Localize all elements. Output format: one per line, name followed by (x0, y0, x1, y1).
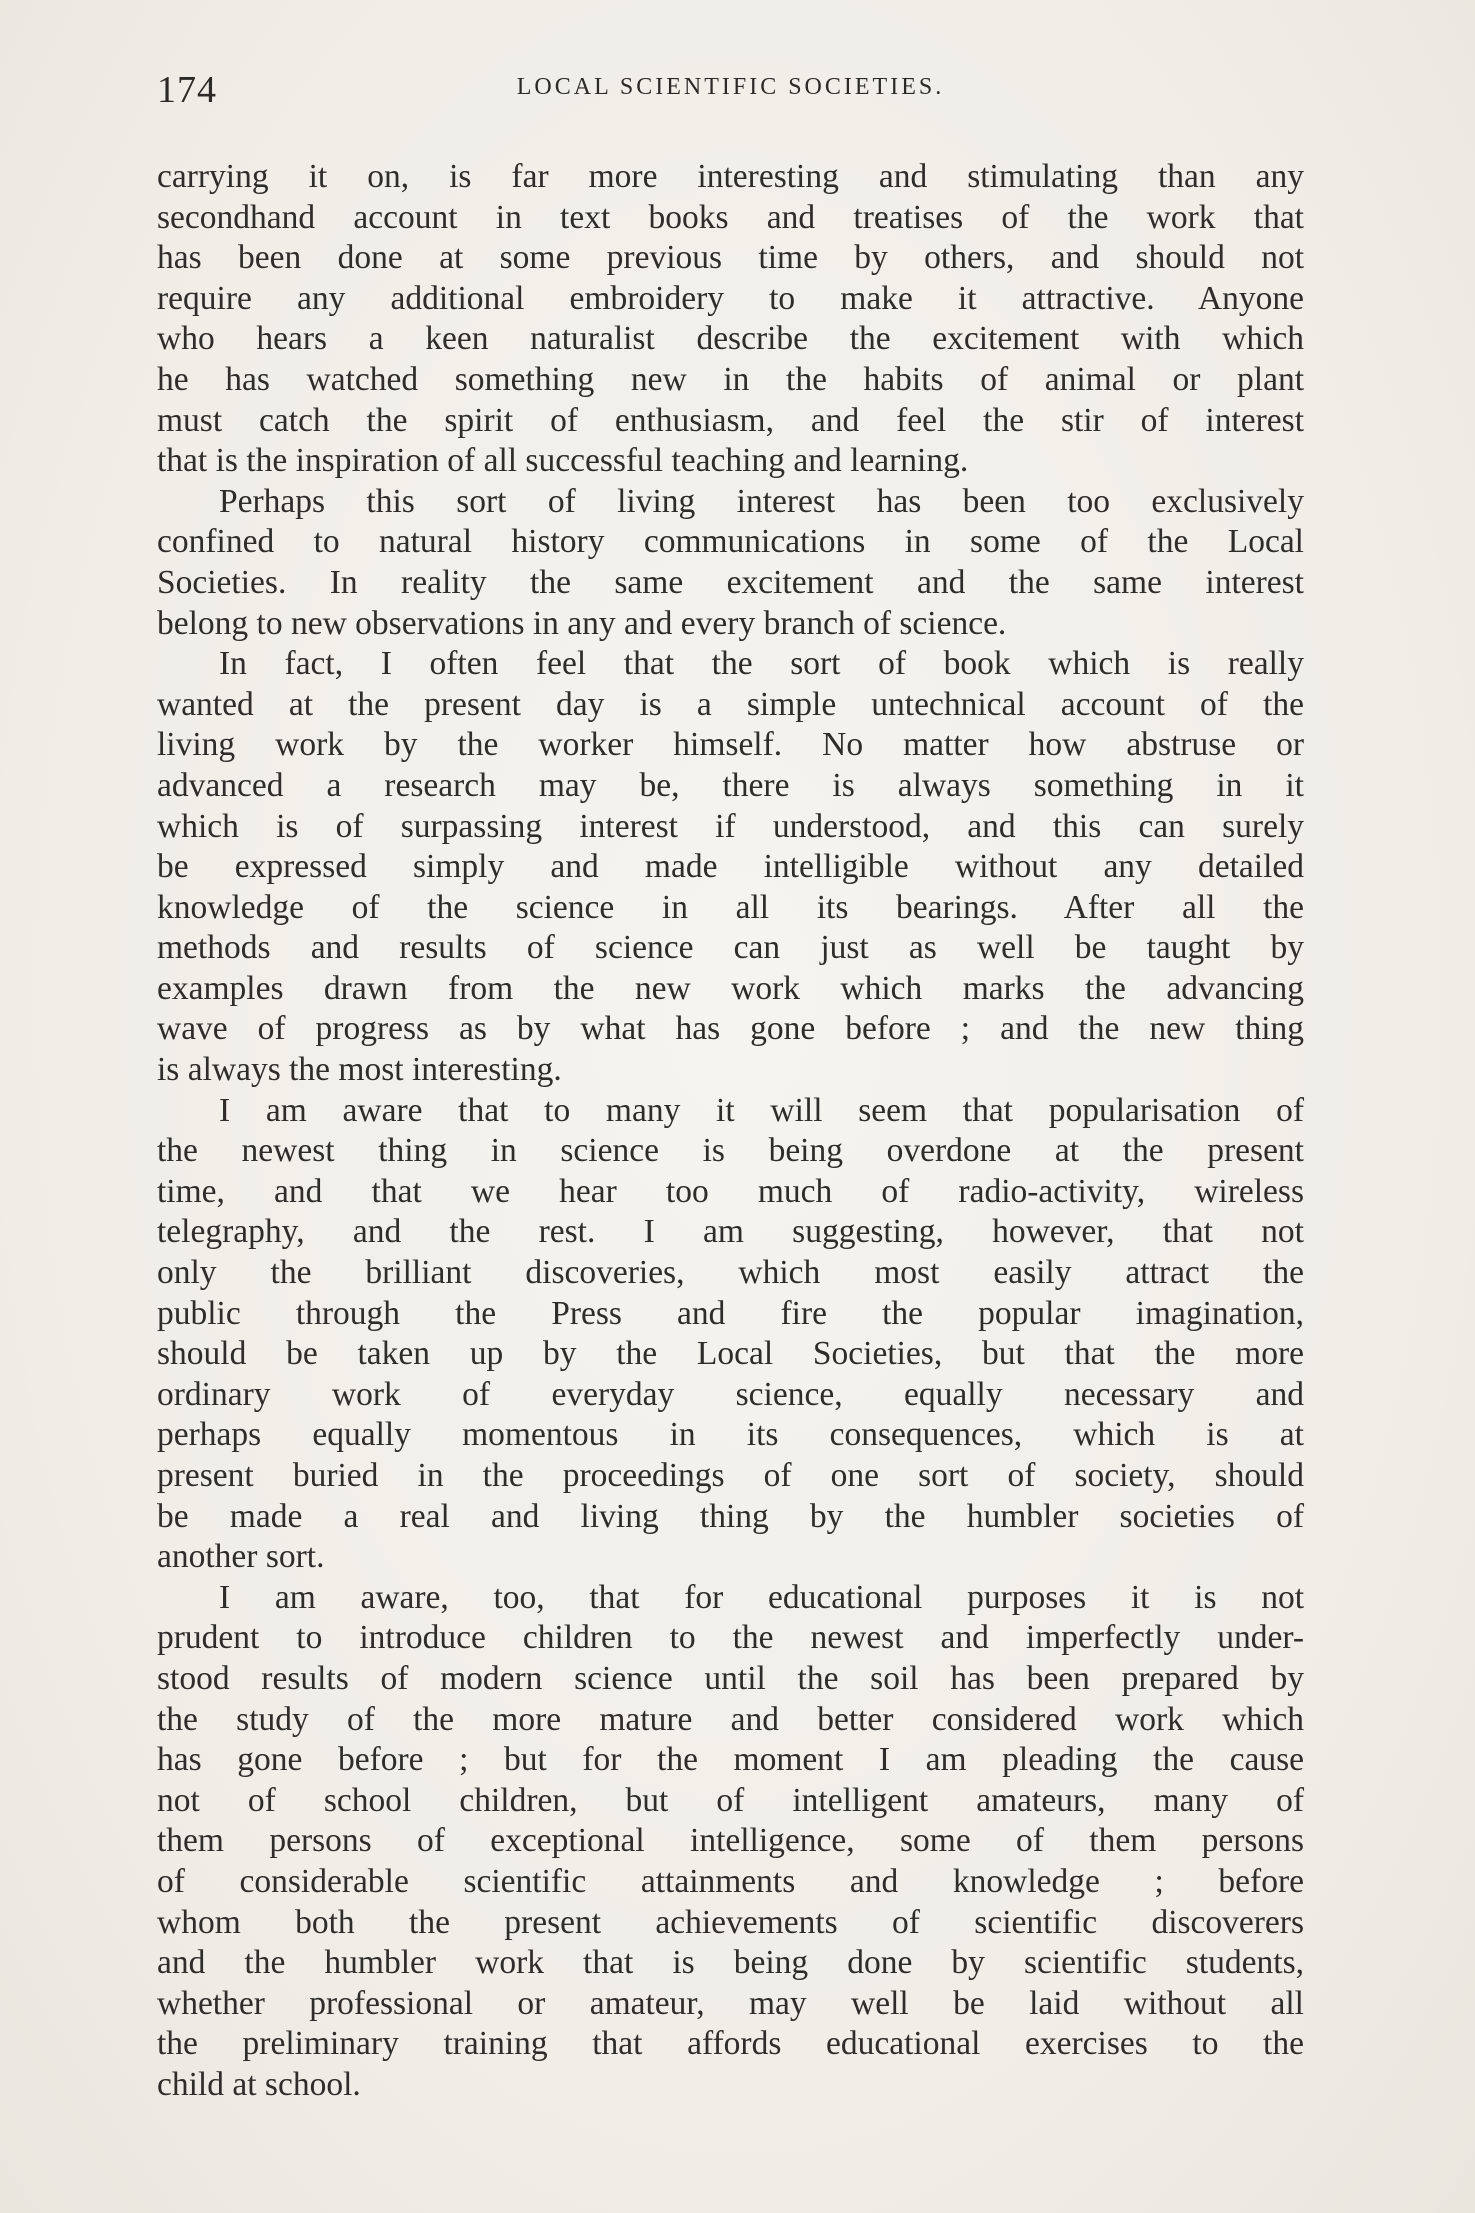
text-line: public through the Press and fire the popular imagination, (157, 1294, 1304, 1332)
text-line: time, and that we hear too much of radio-activity, wireless (157, 1172, 1304, 1210)
text-line: confined to natural history communications in some of the Local (157, 523, 1304, 561)
text-line: wave of progress as by what has gone before ; and the new thing (157, 1010, 1304, 1048)
text-line: the study of the more mature and better considered work which (157, 1700, 1304, 1738)
text-line: which is of surpassing interest if understood, and this can surely (157, 807, 1304, 845)
text-line: should be taken up by the Local Societies, but that the more (157, 1335, 1304, 1373)
text-line: I am aware that to many it will seem that popularisation of (219, 1091, 1304, 1129)
text-line: stood results of modern science until the soil has been prepared by (157, 1659, 1304, 1697)
text-line: I am aware, too, that for educational purposes it is not (219, 1578, 1304, 1616)
text-line: examples drawn from the new work which marks the advancing (157, 969, 1304, 1007)
text-line: that is the inspiration of all successful teaching and learning. (157, 442, 969, 480)
text-line: and the humbler work that is being done by scientific students, (157, 1944, 1304, 1982)
text-line: them persons of exceptional intelligence, some of them persons (157, 1822, 1304, 1860)
text-line: perhaps equally momentous in its consequences, which is at (157, 1416, 1304, 1454)
text-line: has been done at some previous time by others, and should not (157, 239, 1304, 277)
text-line: whether professional or amateur, may well be laid without all (157, 1984, 1304, 2022)
text-line: Perhaps this sort of living interest has been too exclusively (219, 482, 1304, 520)
text-line: the preliminary training that affords educational exercises to the (157, 2025, 1304, 2063)
text-line: be made a real and living thing by the humbler societies of (157, 1497, 1304, 1535)
text-line: the newest thing in science is being overdone at the present (157, 1132, 1304, 1170)
text-line: who hears a keen naturalist describe the excitement with which (157, 320, 1304, 358)
text-line: wanted at the present day is a simple untechnical account of the (157, 685, 1304, 723)
text-line: not of school children, but of intelligent amateurs, many of (157, 1781, 1304, 1819)
text-line: knowledge of the science in all its bearings. After all the (157, 888, 1304, 926)
body-text (157, 157, 1304, 2106)
text-line: belong to new observations in any and every branch of science. (157, 604, 1007, 642)
text-line: carrying it on, is far more interesting and stimulating than any (157, 158, 1304, 195)
text-line: require any additional embroidery to make it attractive. Anyone (157, 279, 1304, 317)
running-title: LOCAL SCIENTIFIC SOCIETIES. (516, 74, 945, 100)
text-line: has gone before ; but for the moment I am pleading the cause (157, 1741, 1304, 1779)
text-line: be expressed simply and made intelligible without any detailed (157, 848, 1304, 886)
text-line: he has watched something new in the habits of animal or plant (157, 360, 1304, 398)
text-line: of considerable scientific attainments and knowledge ; before (157, 1862, 1304, 1900)
text-line: another sort. (157, 1538, 325, 1576)
text-line: telegraphy, and the rest. I am suggesting, however, that not (157, 1213, 1304, 1251)
running-head (157, 68, 1304, 118)
text-line: Societies. In reality the same excitement and the same interest (157, 563, 1304, 601)
text-line: present buried in the proceedings of one sort of society, should (157, 1457, 1304, 1494)
text-line: whom both the present achievements of scientific discoverers (157, 1903, 1304, 1941)
text-line: In fact, I often feel that the sort of book which is really (219, 645, 1304, 683)
text-line: child at school. (157, 2065, 361, 2103)
text-line: only the brilliant discoveries, which most easily attract the (157, 1254, 1304, 1292)
text-line: must catch the spirit of enthusiasm, and feel the stir of interest (157, 401, 1304, 439)
text-line: prudent to introduce children to the newest and imperfectly under- (157, 1619, 1304, 1657)
text-line: methods and results of science can just as well be taught by (157, 929, 1304, 967)
text-line: secondhand account in text books and treatises of the work that (157, 198, 1304, 236)
text-line: is always the most interesting. (157, 1051, 562, 1089)
page-number: 174 (157, 69, 217, 111)
text-line: advanced a research may be, there is always something in it (157, 766, 1304, 804)
text-line: living work by the worker himself. No matter how abstruse or (157, 726, 1304, 764)
text-line: ordinary work of everyday science, equally necessary and (157, 1375, 1304, 1413)
